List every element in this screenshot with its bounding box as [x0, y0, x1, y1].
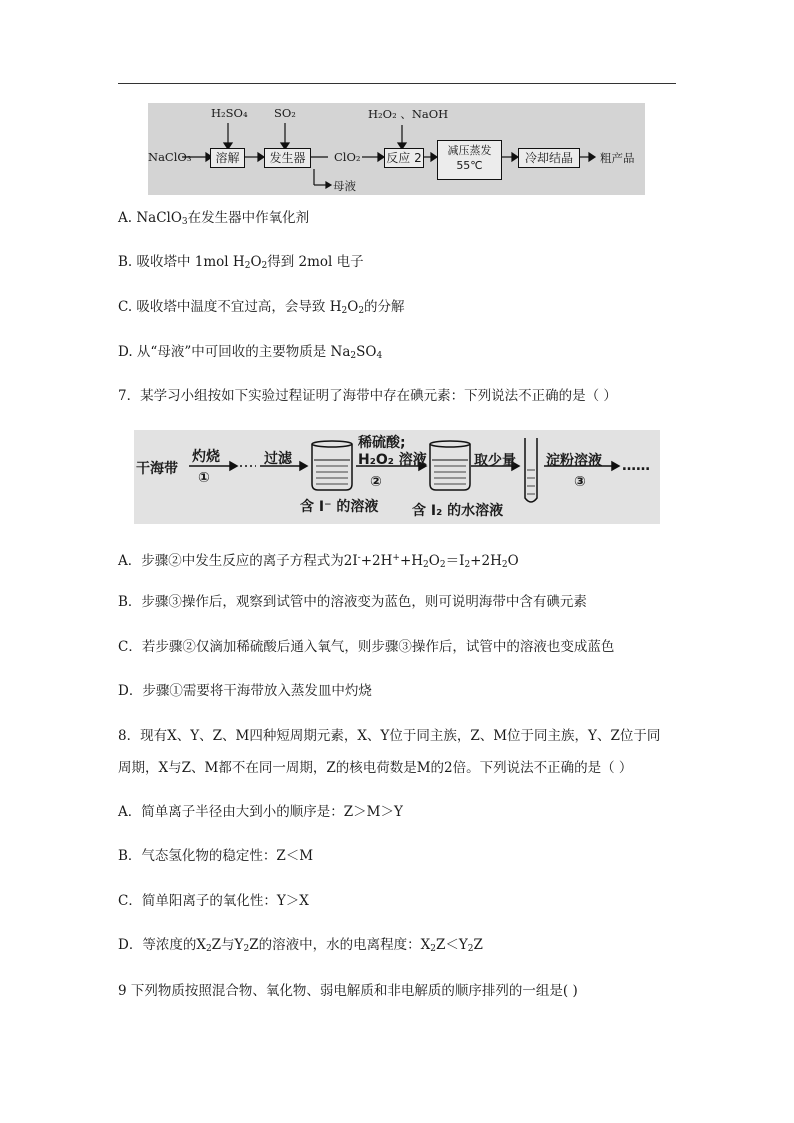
q6-option-a: A. NaClO$_3$在发生器中作氧化剂: [118, 210, 310, 227]
take-sample-label: 取少量: [474, 453, 516, 469]
reagent-h2so4: H₂SO₄: [211, 106, 248, 120]
reagent-so2: SO₂: [274, 106, 296, 120]
step3-label: ③: [574, 474, 586, 490]
q8-stem-line2: 周期，X与Z、M都不在同一周期，Z的核电荷数是M的2倍。下列说法不正确的是（ ）: [118, 760, 633, 776]
q6-option-d: D. 从“母液”中可回收的主要物质是 $Na_2SO_4$: [118, 344, 383, 361]
reaction2-box: 反应 2: [384, 148, 424, 168]
reagent-h2o2-naoh: H₂O₂ 、NaOH: [368, 107, 449, 121]
beaker-2: [430, 441, 470, 490]
step1-label: ①: [198, 470, 210, 486]
q6-option-c: C. 吸收塔中温度不宜过高，会导致 $H_2O_2$的分解: [118, 299, 405, 316]
iodide-solution-label: 含 I⁻ 的溶液: [300, 499, 379, 515]
q9-stem: 9 下列物质按照混合物、氧化物、弱电解质和非电解质的顺序排列的一组是( ): [118, 983, 578, 999]
q7-option-c: C．若步骤②仅滴加稀硫酸后通入氧气，则步骤③操作后，试管中的溶液也变成蓝色: [118, 639, 615, 655]
product-clo2: ClO₂: [334, 150, 361, 164]
header-rule: [118, 83, 676, 84]
q7-option-a: A．步骤②中发生反应的离子方程式为$2I^-+2H^++H_2O_2=I_2+2H_2O$: [118, 553, 519, 570]
h2o2-label: H₂O₂ 溶液: [358, 452, 427, 468]
feed-naclo3: NaClO₃: [148, 150, 192, 164]
seaweed-label: 干海带: [136, 461, 178, 477]
evaporation-box: [437, 140, 502, 180]
dissolve-box: 溶解: [210, 148, 245, 168]
q8-option-b: B．气态氢化物的稳定性：Z＜M: [118, 848, 314, 864]
mother-liquor: 母液: [333, 179, 356, 193]
q8-option-c: C．简单阳离子的氧化性：Y＞X: [118, 893, 309, 909]
generator-box: 发生器: [264, 148, 311, 168]
test-tube: [525, 438, 537, 502]
iodine-solution-label: 含 I₂ 的水溶液: [412, 503, 504, 519]
iodine-experiment-diagram: [134, 430, 660, 524]
cool-crystallize-box: 冷却结晶: [518, 148, 580, 168]
beaker-1: [312, 441, 352, 490]
q7-stem: 7．某学习小组按如下实验过程证明了海带中存在碘元素：下列说法不正确的是（ ）: [118, 388, 617, 404]
q8-stem-line1: 8．现有X、Y、Z、M四种短周期元素，X、Y位于同主族，Z、M位于同主族，Y、Z位于同: [118, 728, 661, 744]
step2-label: ②: [370, 474, 382, 490]
crude-product: 粗产品: [600, 151, 635, 165]
q7-option-d: D．步骤①需要将干海带放入蒸发皿中灼烧: [118, 683, 372, 699]
q8-option-d: D．等浓度的$X_2Z$与$Y_2Z$的溶液中，水的电离程度：$X_2Z<Y_2Z$: [118, 937, 483, 954]
burn-label: 灼烧: [192, 449, 220, 465]
q7-option-b: B．步骤③操作后，观察到试管中的溶液变为蓝色，则可说明海带中含有碘元素: [118, 594, 587, 610]
continuation-dots: ……: [622, 458, 650, 474]
acid-label: 稀硫酸;: [358, 435, 406, 451]
q8-option-a: A．简单离子半径由大到小的顺序是：Z＞M＞Y: [118, 804, 403, 820]
starch-label: 淀粉溶液: [546, 453, 602, 469]
process-flow-diagram: [148, 103, 645, 195]
q6-option-b: B. 吸收塔中 1mol $H_2O_2$得到 2mol 电子: [118, 254, 364, 271]
filter-label: 过滤: [264, 451, 292, 467]
evaporation-label: 减压蒸发: [447, 144, 492, 157]
evaporation-temp: 55℃: [456, 159, 483, 172]
